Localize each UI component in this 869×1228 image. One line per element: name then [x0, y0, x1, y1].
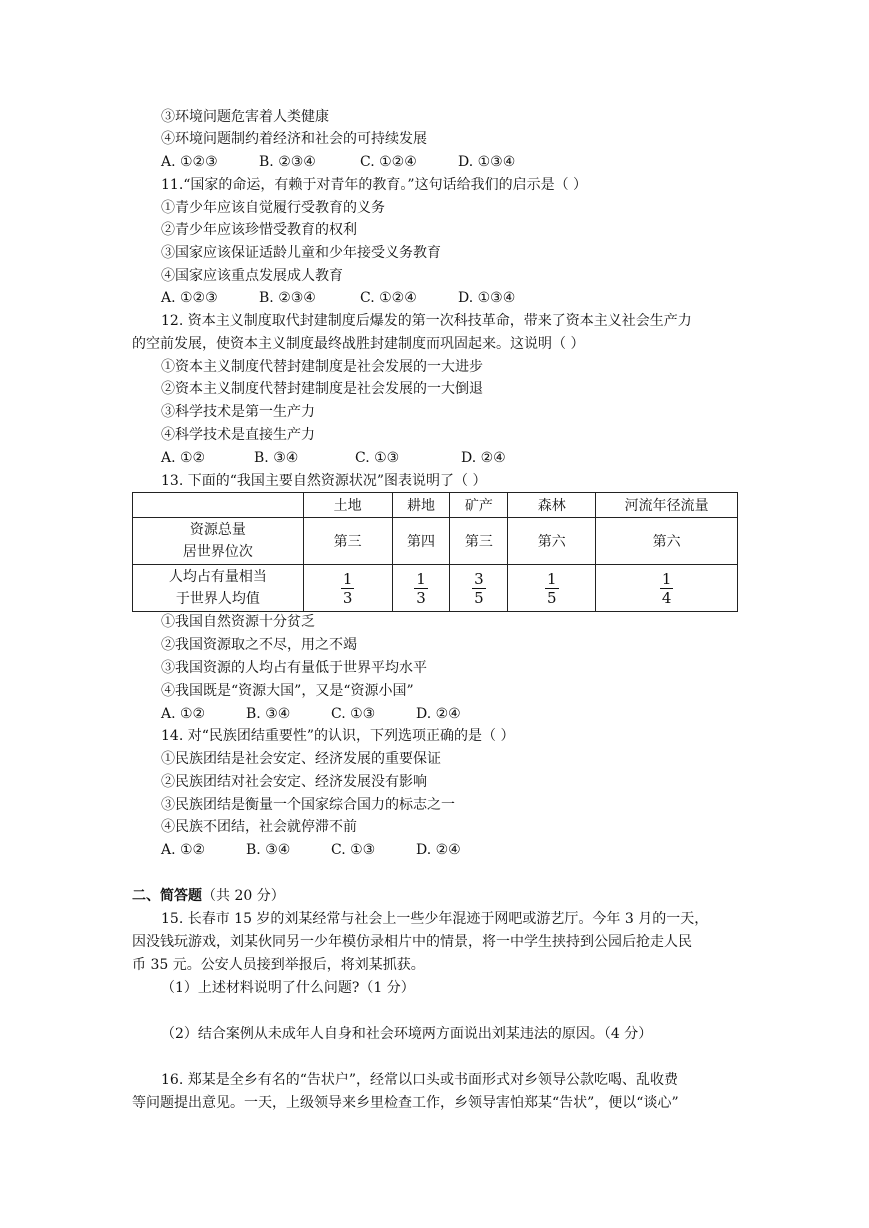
option-d: D. ②④	[416, 706, 461, 722]
option-a: A. ①②③	[161, 290, 218, 306]
resource-table	[132, 492, 738, 612]
option-b: B. ②③④	[259, 154, 316, 170]
q14-stem: 14. 对“民族团结重要性”的认识，下列选项正确的是（ ）	[161, 728, 515, 744]
q14-item-1: ①民族团结是社会安定、经济发展的重要保证	[161, 751, 441, 767]
q11-options	[161, 287, 515, 309]
table-header-row	[133, 493, 738, 518]
table-cell: 第六	[596, 518, 738, 565]
q12-stem-line-2: 的空前发展，使资本主义制度最终战胜封建制度而巩固起来。这说明（ ）	[132, 336, 585, 352]
table-cell	[303, 565, 392, 612]
q14-item-3: ③民族团结是衡量一个国家综合国力的标志之一	[161, 797, 455, 813]
option-b: B. ③④	[246, 706, 291, 722]
option-c: C. ①②④	[360, 290, 417, 306]
row-label-per-capita: 人均占有量相当 于世界人均值	[133, 565, 304, 612]
q15-line-2: 因没钱玩游戏，刘某伙同另一少年模仿录相片中的情景，将一中学生挟持到公园后抢走人民	[132, 934, 692, 950]
q15-subquestion-2: （2）结合案例从未成年人自身和社会环境两方面说出刘某违法的原因。（4 分）	[161, 1026, 653, 1042]
q16-line-1: 16. 郑某是全乡有名的“告状户”，经常以口头或书面形式对乡领导公款吃喝、乱收费	[161, 1072, 679, 1088]
q13-item-1: ①我国自然资源十分贫乏	[161, 614, 315, 630]
q12-stem-line-1: 12. 资本主义制度取代封建制度后爆发的第一次科技革命，带来了资本主义社会生产力	[161, 313, 692, 329]
q11-item-1: ①青少年应该自觉履行受教育的义务	[161, 200, 385, 216]
q15-line-1: 15. 长春市 15 岁的刘某经常与社会上一些少年混迹于网吧或游艺厅。今年 3 月的一天，	[161, 911, 709, 927]
q14-item-4: ④民族不团结，社会就停滞不前	[161, 819, 357, 835]
q11-item-2: ②青少年应该珍惜受教育的权利	[161, 222, 357, 238]
q14-options	[161, 839, 461, 861]
option-b: B. ③④	[246, 842, 291, 858]
table-header-cell: 河流年径流量	[596, 493, 738, 518]
fraction: $\frac{1}{3}$	[416, 569, 426, 607]
section-score: （共 20 分）	[202, 888, 285, 904]
q11-item-4: ④国家应该重点发展成人教育	[161, 268, 343, 284]
fraction: $\frac{1}{3}$	[342, 569, 353, 607]
table-row	[133, 565, 738, 612]
option-d: D. ②④	[461, 450, 506, 466]
option-a: A. ①②	[161, 706, 206, 722]
fraction: $\frac{1}{5}$	[546, 569, 557, 607]
q16-line-2: 等问题提出意见。一天，上级领导来乡里检查工作，乡领导害怕郑某“告状”，便以“谈心”	[132, 1095, 679, 1111]
q12-item-3: ③科学技术是第一生产力	[161, 404, 315, 420]
q10-item-4: ④环境问题制约着经济和社会的可持续发展	[161, 131, 427, 147]
table-cell	[450, 565, 508, 612]
q12-item-4: ④科学技术是直接生产力	[161, 427, 315, 443]
option-b: B. ②③④	[259, 290, 316, 306]
q10-options	[161, 151, 515, 173]
section-heading	[132, 885, 285, 907]
option-c: C. ①③	[331, 706, 376, 722]
option-c: C. ①③	[331, 842, 376, 858]
table-cell	[508, 565, 596, 612]
table-cell	[392, 565, 450, 612]
q13-item-4: ④我国既是“资源大国”，又是“资源小国”	[161, 683, 414, 699]
q13-item-3: ③我国资源的人均占有量低于世界平均水平	[161, 660, 427, 676]
table-cell	[596, 565, 738, 612]
option-d: D. ①③④	[458, 154, 516, 170]
table-row	[133, 518, 738, 565]
table-header-cell: 耕地	[392, 493, 450, 518]
option-d: D. ①③④	[458, 290, 516, 306]
q12-item-1: ①资本主义制度代替封建制度是社会发展的一大进步	[161, 359, 483, 375]
table-cell: 第四	[392, 518, 450, 565]
table-cell: 第三	[450, 518, 508, 565]
table-cell: 第三	[303, 518, 392, 565]
fraction: $\frac{3}{5}$	[474, 569, 484, 607]
table-header-cell: 土地	[303, 493, 392, 518]
q14-item-2: ②民族团结对社会安定、经济发展没有影响	[161, 774, 427, 790]
q13-options	[161, 703, 461, 725]
table-cell: 第六	[508, 518, 596, 565]
q12-options	[161, 447, 506, 469]
fraction: $\frac{1}{4}$	[661, 569, 672, 607]
option-b: B. ③④	[254, 450, 299, 466]
section-title: 二、简答题	[132, 888, 202, 904]
q11-item-3: ③国家应该保证适龄儿童和少年接受义务教育	[161, 245, 441, 261]
q13-item-2: ②我国资源取之不尽，用之不竭	[161, 637, 357, 653]
q13-stem: 13. 下面的“我国主要自然资源状况”图表说明了（ ）	[161, 473, 487, 489]
q12-item-2: ②资本主义制度代替封建制度是社会发展的一大倒退	[161, 381, 483, 397]
q10-item-3: ③环境问题危害着人类健康	[161, 109, 329, 125]
option-c: C. ①③	[355, 450, 400, 466]
option-a: A. ①②③	[161, 154, 218, 170]
table-header-cell: 森林	[508, 493, 596, 518]
option-a: A. ①②	[161, 450, 206, 466]
table-corner-cell	[133, 493, 304, 518]
q11-stem: 11.“国家的命运，有赖于对青年的教育。”这句话给我们的启示是（ ）	[161, 177, 588, 193]
table-header-cell: 矿产	[450, 493, 508, 518]
option-a: A. ①②	[161, 842, 206, 858]
row-label-rank: 资源总量 居世界位次	[133, 518, 304, 565]
q15-line-3: 币 35 元。公安人员接到举报后，将刘某抓获。	[132, 957, 425, 973]
option-c: C. ①②④	[360, 154, 417, 170]
q15-subquestion-1: （1）上述材料说明了什么问题?（1 分）	[161, 980, 415, 996]
option-d: D. ②④	[416, 842, 461, 858]
